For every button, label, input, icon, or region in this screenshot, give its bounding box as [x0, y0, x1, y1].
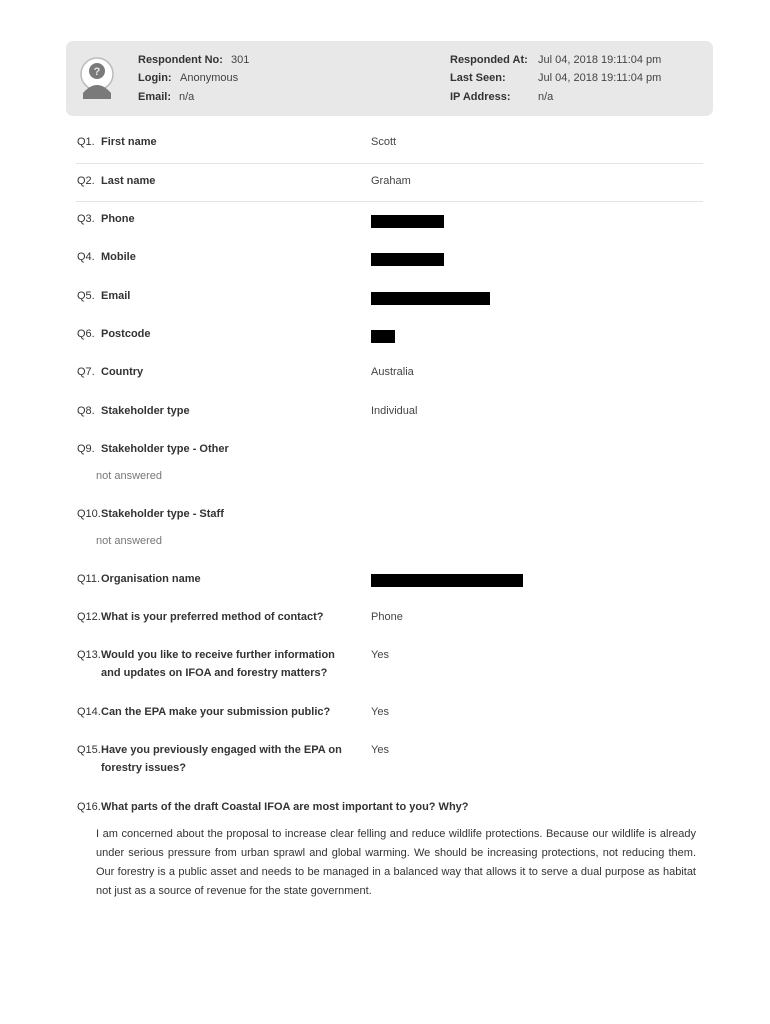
- redacted-mobile: [371, 253, 444, 266]
- question-text: Mobile: [101, 251, 136, 263]
- question-number: Q8.: [77, 405, 95, 417]
- login-label: Login:: [138, 72, 172, 84]
- email-value: n/a: [179, 91, 195, 103]
- question-number: Q13.: [77, 649, 101, 661]
- last-seen-value: Jul 04, 2018 19:11:04 pm: [538, 72, 662, 84]
- not-answered-text: not answered: [96, 470, 163, 482]
- question-text: What parts of the draft Coastal IFOA are most important to you? Why?: [101, 801, 469, 813]
- responded-at-value: Jul 04, 2018 19:11:04 pm: [538, 54, 662, 66]
- answer-text: Yes: [371, 706, 389, 718]
- ip-address-label: IP Address:: [450, 91, 511, 103]
- question-text-line2: and updates on IFOA and forestry matters?: [101, 667, 328, 679]
- answer-text: Yes: [371, 744, 389, 756]
- question-number: Q16.: [77, 801, 101, 813]
- redacted-email: [371, 292, 490, 305]
- question-number: Q1.: [77, 136, 95, 148]
- answer-text: Australia: [371, 366, 414, 378]
- respondent-no-label: Respondent No:: [138, 54, 223, 66]
- answer-paragraph: I am concerned about the proposal to increase clear felling and reduce wildlife protections. Because our wildlife is already under serious pressure from urban sprawl and global warming. We should be increasing protections, not reducing them. Our forestry is a public asset and needs to be managed in a balanced way that allows it to serve a dual purpose as habitat not just as a source of revenue for the state government.: [96, 828, 696, 897]
- question-text: Can the EPA make your submission public?: [101, 706, 331, 718]
- question-text-line1: Have you previously engaged with the EPA on: [101, 744, 342, 756]
- answer-text: Yes: [371, 649, 389, 661]
- ip-address-value: n/a: [538, 91, 554, 103]
- redacted-phone: [371, 215, 444, 228]
- anonymous-avatar-icon: [80, 57, 114, 99]
- question-text: Country: [101, 366, 144, 378]
- question-text-line2: forestry issues?: [101, 762, 186, 774]
- respondent-header: [66, 41, 713, 116]
- question-text: Stakeholder type - Other: [101, 443, 229, 455]
- question-number: Q2.: [77, 175, 95, 187]
- answer-text: Graham: [371, 175, 411, 187]
- question-number: Q10.: [77, 508, 101, 520]
- redacted-organisation: [371, 574, 523, 587]
- question-number: Q7.: [77, 366, 95, 378]
- answer-text: Scott: [371, 136, 397, 148]
- question-number: Q9.: [77, 443, 95, 455]
- redacted-postcode: [371, 330, 395, 343]
- question-number: Q15.: [77, 744, 101, 756]
- answer-text: Individual: [371, 405, 418, 417]
- question-text: Stakeholder type - Staff: [101, 508, 224, 520]
- answer-text: Phone: [371, 611, 403, 623]
- question-number: Q5.: [77, 290, 95, 302]
- svg-text:?: ?: [93, 66, 101, 78]
- login-value: Anonymous: [180, 72, 239, 84]
- question-text: Stakeholder type: [101, 405, 190, 417]
- not-answered-text: not answered: [96, 535, 163, 547]
- last-seen-label: Last Seen:: [450, 72, 506, 84]
- question-text: What is your preferred method of contact?: [101, 611, 324, 623]
- responded-at-label: Responded At:: [450, 54, 528, 66]
- question-text: First name: [101, 136, 157, 148]
- question-number: Q3.: [77, 213, 95, 225]
- email-label: Email:: [138, 91, 172, 103]
- question-number: Q11.: [77, 573, 101, 585]
- question-number: Q14.: [77, 706, 101, 718]
- question-number: Q12.: [77, 611, 101, 623]
- question-number: Q6.: [77, 328, 95, 340]
- divider: [76, 163, 703, 164]
- question-text: Phone: [101, 213, 135, 225]
- respondent-no-value: 301: [231, 54, 250, 66]
- question-text: Postcode: [101, 328, 151, 340]
- question-number: Q4.: [77, 251, 95, 263]
- divider: [76, 201, 703, 202]
- question-text: Email: [101, 290, 131, 302]
- question-text: Organisation name: [101, 573, 201, 585]
- question-text-line1: Would you like to receive further information: [101, 649, 335, 661]
- question-text: Last name: [101, 175, 156, 187]
